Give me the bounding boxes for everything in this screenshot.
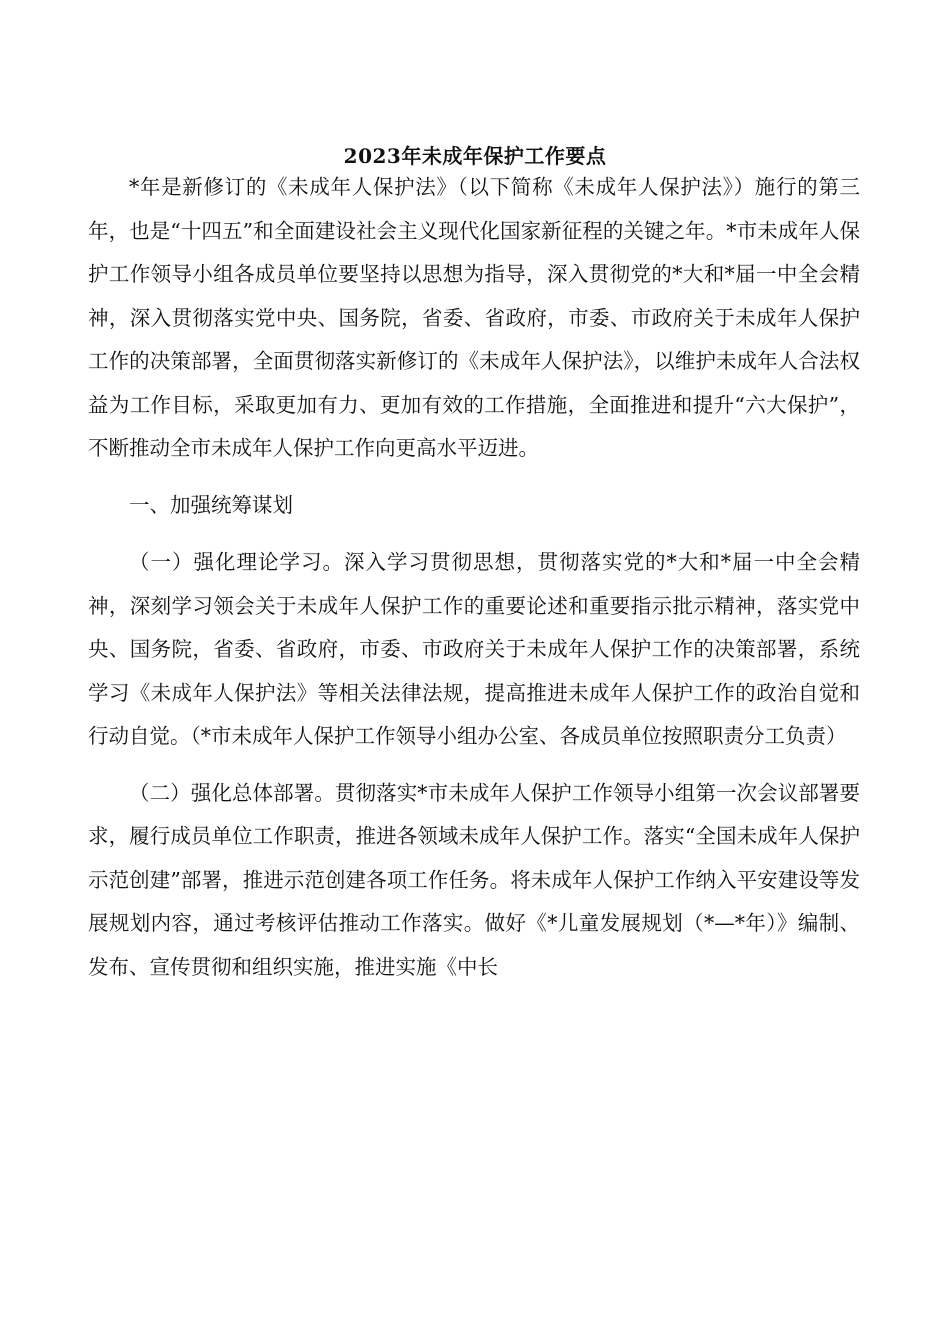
subsection-paragraph-1: （一）强化理论学习。深入学习贯彻思想，贯彻落实党的*大和*届一中全会精神，深刻学习领会关于未成年人保护工作的重要论述和重要指示批示精神，落实党中央、国务院，省委、省政府，市委、市政府关于未成年人保护工作的决策部署，系统学习《未成年人保护法》等相关法律法规，提高推进未成年人保护工作的政治自觉和行动自觉。（*市未成年人保护工作领导小组办公室、各成员单位按照职责分工负责） [88, 550, 860, 748]
document-body [88, 166, 860, 1002]
subsection-paragraph-2: （二）强化总体部署。贯彻落实*市未成年人保护工作领导小组第一次会议部署要求，履行成员单位工作职责，推进各领域未成年人保护工作。落实“全国未成年人保护示范创建”部署，推进示范创建各项工作任务。将未成年人保护工作纳入平安建设等发展规划内容，通过考核评估推动工作落实。做好《*儿童发展规划（*—*年）》编制、发布、宣传贯彻和组织实施，推进实施《中长 [88, 780, 860, 979]
intro-paragraph: *年是新修订的《未成年人保护法》（以下简称《未成年人保护法》）施行的第三年，也是“十四五”和全面建设社会主义现代化国家新征程的关键之年。*市未成年人保护工作领导小组各成员单位要坚持以思想为指导，深入贯彻党的*大和*届一中全会精神，深入贯彻落实党中央、国务院，省委、省政府，市委、市政府关于未成年人保护工作的决策部署，全面贯彻落实新修订的《未成年人保护法》，以维护未成年人合法权益为工作目标，采取更加有力、更加有效的工作措施，全面推进和提升“六大保护”，不断推动全市未成年人保护工作向更高水平迈进。 [88, 175, 860, 460]
section-heading-1: 一、加强统筹谋划 [129, 492, 293, 517]
document-title: 2023年未成年保护工作要点 [343, 144, 607, 168]
